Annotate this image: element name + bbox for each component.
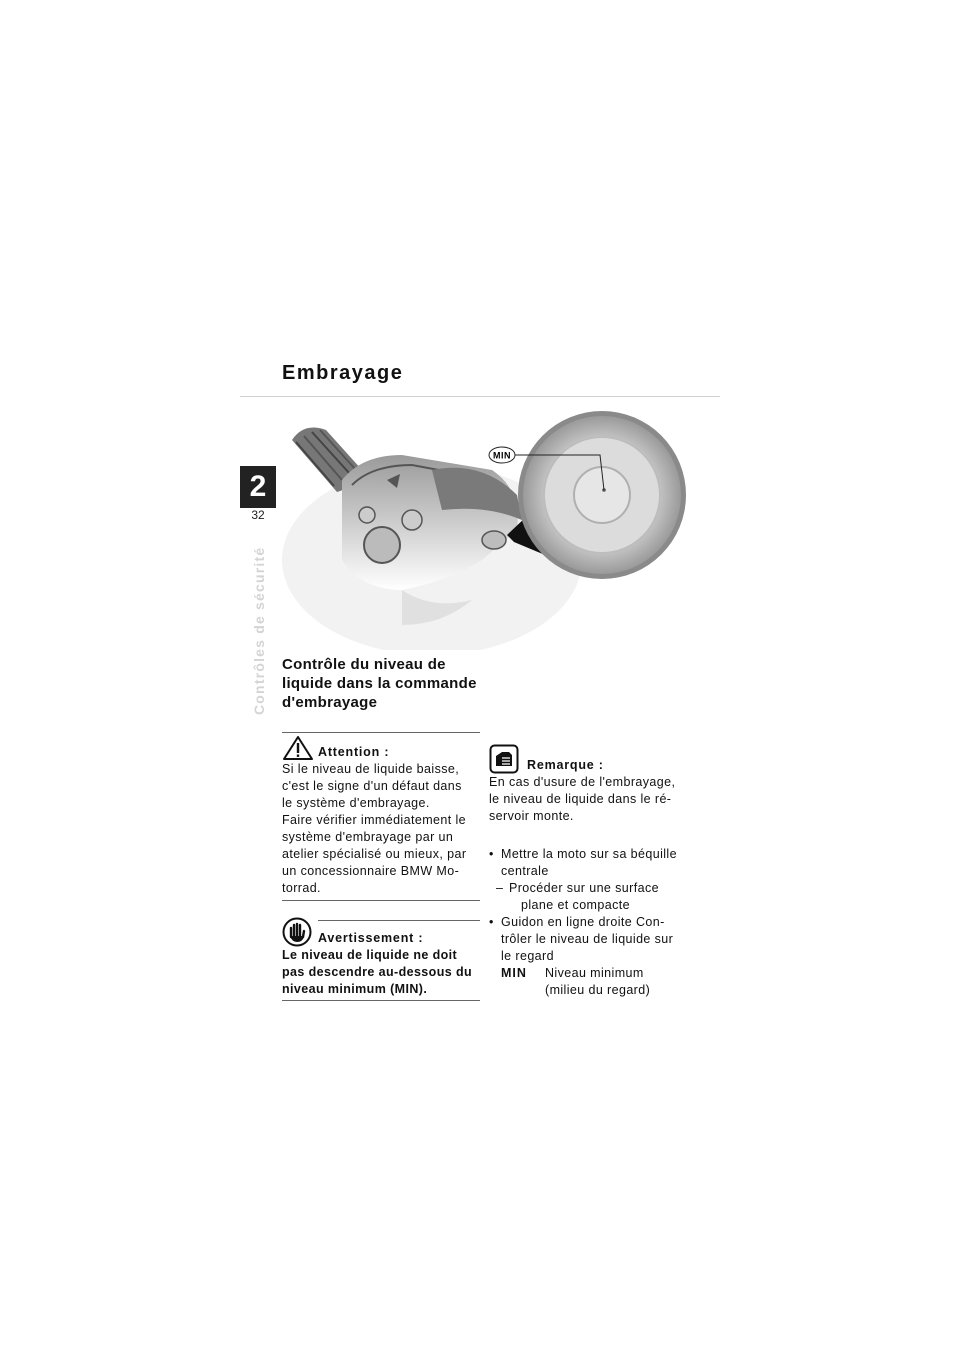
attention-line: le système d'embrayage. — [282, 796, 430, 810]
attention-line: torrad. — [282, 881, 321, 895]
attention-line: système d'embrayage par un — [282, 830, 454, 844]
attention-bottom-rule — [282, 900, 480, 901]
remarque-title: Remarque : — [527, 758, 604, 772]
step-item — [489, 846, 699, 880]
sub-step-item — [489, 880, 699, 914]
min-callout-label: MIN — [493, 450, 511, 461]
attention-title: Attention : — [318, 745, 390, 759]
step-line: le regard — [501, 949, 554, 963]
warning-triangle-icon — [282, 735, 314, 761]
page-number: 32 — [251, 508, 265, 522]
section-heading: Contrôle du niveau de liquide dans la commande d'embrayage — [282, 656, 477, 711]
avertissement-line: pas descendre au-dessous du — [282, 965, 473, 979]
dash-marker: – — [496, 881, 504, 895]
avertissement-line: Le niveau de liquide ne doit — [282, 948, 458, 962]
remarque-line: servoir monte. — [489, 809, 574, 823]
avertissement-line: niveau minimum (MIN). — [282, 982, 428, 996]
attention-top-rule — [282, 732, 480, 733]
note-pad-icon — [489, 744, 519, 774]
chapter-number: 2 — [240, 466, 276, 508]
attention-line: Faire vérifier immédiatement le — [282, 813, 466, 827]
sight-glass-detail — [518, 411, 686, 579]
step-line: Mettre la moto sur sa béquille — [501, 847, 677, 861]
step-line: plane et compacte — [521, 898, 630, 912]
legend-key: MIN — [501, 966, 527, 980]
attention-notice — [282, 732, 480, 901]
bullet-marker: • — [489, 915, 494, 929]
legend-line: Niveau minimum — [545, 966, 644, 980]
avertissement-notice — [282, 920, 480, 1001]
avertissement-bottom-rule — [282, 1000, 480, 1001]
legend-entry — [489, 965, 699, 999]
attention-line: Si le niveau de liquide baisse, — [282, 762, 460, 776]
procedure-steps — [489, 846, 699, 999]
clutch-reservoir-illustration — [282, 410, 702, 650]
bullet-marker: • — [489, 847, 494, 861]
avertissement-title: Avertissement : — [318, 931, 424, 945]
legend-line: (milieu du regard) — [545, 983, 651, 997]
step-item — [489, 914, 699, 965]
step-line: trôler le niveau de liquide sur — [501, 932, 674, 946]
remarque-line: le niveau de liquide dans le ré- — [489, 792, 672, 806]
step-line: Guidon en ligne droite Con- — [501, 915, 665, 929]
attention-line: un concessionnaire BMW Mo- — [282, 864, 460, 878]
remarque-line: En cas d'usure de l'embrayage, — [489, 775, 676, 789]
attention-line: c'est le signe d'un défaut dans — [282, 779, 462, 793]
step-line: Procéder sur une surface — [509, 881, 659, 895]
section-side-label: Contrôles de sécurité — [251, 546, 267, 715]
title-divider — [240, 396, 720, 397]
remarque-notice — [489, 744, 694, 825]
stop-hand-icon — [282, 917, 312, 947]
attention-line: atelier spécialisé ou mieux, par — [282, 847, 467, 861]
step-line: centrale — [501, 864, 549, 878]
page-title: Embrayage — [282, 362, 404, 384]
